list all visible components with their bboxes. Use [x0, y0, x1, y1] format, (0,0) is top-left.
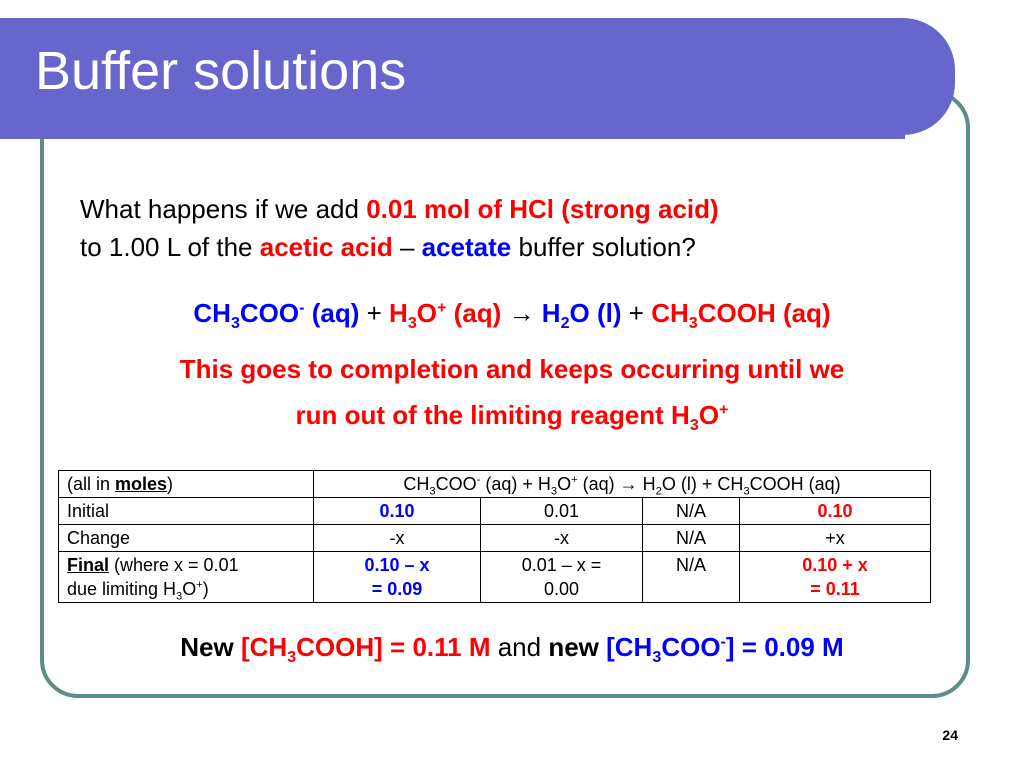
completion-note	[0, 346, 1024, 438]
plus-sign: +	[621, 298, 652, 328]
row-label-final: Final (where x = 0.01 due limiting $H_3O^+$)	[59, 552, 314, 603]
intro-text: to 1.00 L of the	[80, 232, 260, 262]
intro-hcl: 0.01 mol of HCl (strong acid)	[366, 194, 719, 224]
page-number: 24	[942, 727, 958, 743]
cell-initial-hydronium: 0.01	[481, 498, 643, 525]
cell-change-acetate: -x	[314, 525, 481, 552]
intro-text: buffer solution?	[511, 232, 696, 262]
cell-final-hydronium: 0.01 – x = 0.00	[481, 552, 643, 603]
product-water: $H_2O$ (l)	[541, 298, 622, 333]
arrow: →	[501, 298, 542, 328]
intro-text: What happens if we add	[80, 194, 367, 224]
intro-question	[80, 190, 719, 266]
table-row	[59, 498, 931, 525]
header-label: (all in moles)	[59, 471, 314, 498]
header-equation: $CH_3COO^-$ $(aq) + H_3O^+$ $(aq) \to H_2O$ $(l) + CH_3COOH$ (aq)	[314, 471, 931, 498]
cell-change-water: N/A	[643, 525, 740, 552]
row-label-initial: Initial	[59, 498, 314, 525]
cell-final-water: N/A	[643, 552, 740, 603]
intro-acetate: acetate	[421, 232, 512, 262]
result-text: New	[180, 632, 241, 662]
table-header-row	[59, 471, 931, 498]
cell-change-hydronium: -x	[481, 525, 643, 552]
result-acetic-conc: $[CH_3COOH] = 0.11$ M	[240, 632, 491, 667]
row-label-change: Change	[59, 525, 314, 552]
result-statement	[0, 632, 1024, 667]
result-text: new	[548, 632, 607, 662]
intro-acetic-acid: acetic acid	[259, 232, 393, 262]
product-acetic-acid: $CH_3COOH$ (aq)	[651, 298, 831, 333]
intro-text: –	[392, 232, 422, 262]
cell-initial-acetate: 0.10	[314, 498, 481, 525]
cell-initial-water: N/A	[643, 498, 740, 525]
note-line-1: This goes to completion and keeps occurring until we	[179, 354, 845, 384]
cell-change-acetic: +x	[740, 525, 931, 552]
result-text: and	[490, 632, 549, 662]
ice-table	[58, 470, 931, 603]
title-underline	[0, 135, 905, 139]
reactant-acetate: $CH_3COO^-$ (aq)	[193, 298, 360, 333]
cell-initial-acetic: 0.10	[740, 498, 931, 525]
result-acetate-conc: $[CH_3COO^-] = 0.09$ M	[606, 632, 844, 667]
reactant-hydronium: $H_3O^+$ (aq)	[389, 298, 502, 333]
cell-final-acetic: 0.10 + x = 0.11	[740, 552, 931, 603]
slide-title: Buffer solutions	[35, 41, 407, 101]
table-row	[59, 552, 931, 603]
note-line-2: run out of the limiting reagent $H_3O^+$	[295, 400, 729, 435]
table-row	[59, 525, 931, 552]
plus-sign: +	[359, 298, 390, 328]
reaction-equation	[0, 298, 1024, 333]
cell-final-acetate: 0.10 – x = 0.09	[314, 552, 481, 603]
